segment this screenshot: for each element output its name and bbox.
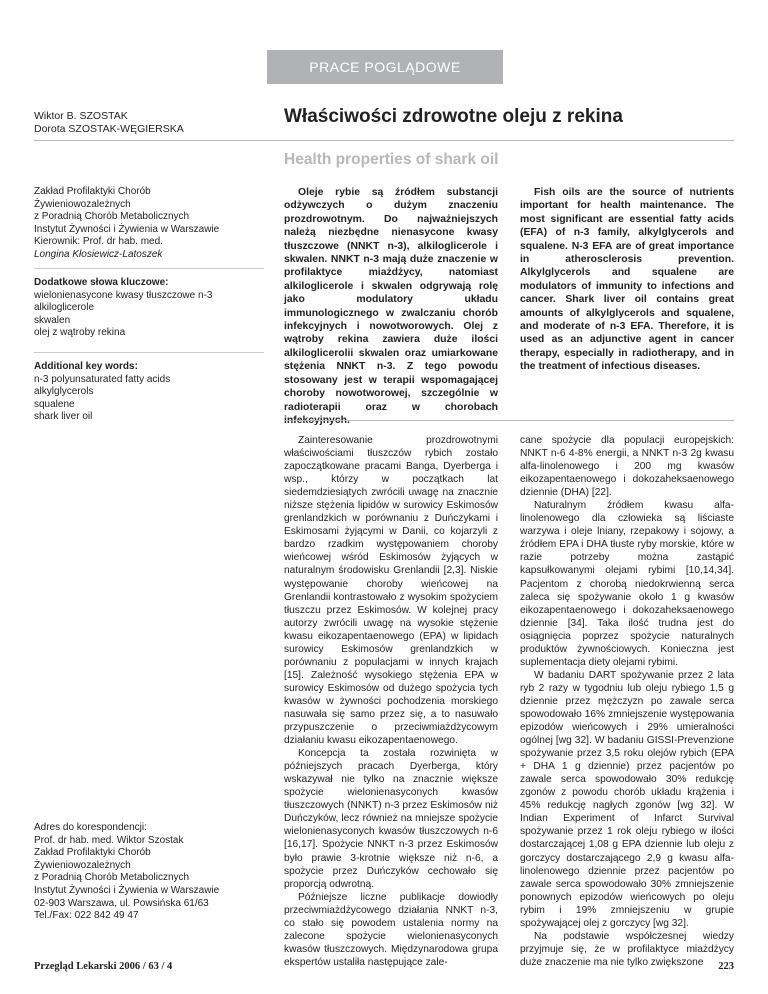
keywords-pl-block	[34, 277, 266, 340]
abstract-polish	[284, 186, 498, 427]
correspondence-line: z Poradnią Chorób Metabolicznych	[34, 872, 190, 884]
correspondence-line: Prof. dr hab. med. Wiktor Szostak	[34, 834, 184, 846]
keywords-pl-label: Dodatkowe słowa kluczowe:	[34, 277, 169, 288]
affiliation-line: Żywieniowozależnych	[34, 198, 131, 210]
paragraph: Na podstawie współczesnej wiedzy przyjmuje się, że w profilaktyce miażdżycy duże znaczenie ma nie tylko zwiększone	[520, 930, 734, 968]
body-column-left	[284, 434, 498, 969]
paragraph: Koncepcja ta została rozwinięta w późniejszych pracach Dyerberga, który wskazywał nie tylko na znacznie większe spożycie wielonienasyconych kwasów tłuszczowych (NNKT) n-3 przez Eskimosów niż Duńczyków, lecz również na mniejsze spożycie wielonienasyconych kwasów tłuszczowych n-6 [16,17]. Spożycie NNKT n-3 przez Eskimosów było prawie 3-krotnie większe niż n-6, a spożycie przez Duńczyków cechowało się proporcją odwrotną.	[284, 748, 498, 890]
keyword: n-3 polyunsaturated fatty acids	[34, 373, 171, 385]
journal-footer: Przegląd Lekarski 2006 / 63 / 4	[34, 961, 173, 972]
keyword: alkylglycerols	[34, 386, 94, 398]
article-title-english: Health properties of shark oil	[284, 151, 499, 168]
correspondence-line: Tel./Fax: 022 842 49 47	[34, 910, 139, 922]
article-title: Właściwości zdrowotne oleju z rekina	[284, 106, 623, 127]
affiliation-head: Longina Kłosiewicz-Latoszek	[34, 248, 163, 260]
keyword: alkiloglicerole	[34, 302, 95, 314]
affiliation-block	[34, 186, 266, 262]
correspondence-line: 02-903 Warszawa, ul. Powsińska 61/63	[34, 897, 209, 909]
keyword: wielonienasycone kwasy tłuszczowe n-3	[34, 289, 213, 301]
correspondence-block	[34, 822, 266, 923]
author: Dorota SZOSTAK-WĘGIERSKA	[34, 123, 184, 135]
affiliation-line: Kierownik: Prof. dr hab. med.	[34, 236, 163, 248]
affiliation-line: Zakład Profilaktyki Chorób	[34, 186, 151, 197]
section-banner: PRACE POGLĄDOWE	[267, 50, 503, 84]
author-list	[34, 110, 184, 136]
divider	[34, 140, 734, 141]
keyword: skwalen	[34, 314, 71, 326]
paragraph: Naturalnym źródłem kwasu alfa-linolenowego dla człowieka są liściaste warzywa i oleje lniany, rzepakowy i sojowy, a źródłem EPA i DHA tłuste ryby morskie, które w razie potrzeby można zastąpić kapsułkowanymi olejami rybimi [10,14,34]. Pacjentom z chorobą niedokrwienną serca zaleca się spożywanie około 1 g kwasów eikozapentaenowego i dokozaheksaenowego dziennie [34]. Taka ilość trudna jest do osiągnięcia poprzez spożycie naturalnych produktów żywnościowych. Konieczna jest suplementacja diety olejami rybimi.	[520, 500, 734, 668]
paragraph: Zainteresowanie prozdrowotnymi właściwościami tłuszczów rybich zostało zapoczątkowane pracami Banga, Dyerberga i wsp., którzy w początkach lat siedemdziesiątych zwrócili uwagę na znacznie niższe stężenia lipidów w surowicy Eskimosów grenlandzkich w porównaniu z Duńczykami i Eskimosami żyjącymi w Danii, co kojarzyli z bardzo rzadkim występowaniem choroby wieńcowej wśród Eskimosów żyjących w naturalnym środowisku Grenlandii [2,3]. Niskie występowanie choroby wieńcowej na Grenlandii kontrastowało z wysokim spożyciem tłuszczu przez Eskimosów. W kolejnej pracy autorzy zwrócili uwagę na wysokie stężenie kwasu eikozapentaenowego (EPA) w lipidach surowicy Eskimosów grenlandzkich w porównaniu z populacjami w innych krajach [15]. Zależność wysokiego stężenia EPA w surowicy Eskimosów od dużego spożycia tych kwasów w żywności pochodzenia morskiego nasuwała się samo przez się, a to nasuwało przypuszczenie o przeciwmiażdżycowym działaniu kwasu eikozapentaenowego.	[284, 435, 498, 747]
abstract-text: Fish oils are the source of nutrients important for health maintenance. The most significant are essential fatty acids (EFA) of n-3 family, alkylglycerols and squalene. N-3 EFA are of great importance in atherosclerosis prevention. Alkylglycerols and squalene are modulators of immunity to infections and cancer. Shark liver oil contains great amounts of alkylglycerols and squalene, and moderate of n-3 EFA. Therefore, it is used as an adjunctive agent in cancer therapy, especially in radiotherapy, and in the treatment of infectious diseases.	[520, 187, 734, 373]
keywords-en-block	[34, 361, 266, 424]
correspondence-line: Zakład Profilaktyki Chorób	[34, 847, 151, 859]
divider	[34, 268, 264, 269]
divider	[284, 420, 734, 421]
keyword: olej z wątroby rekina	[34, 327, 126, 339]
body-column-right	[520, 434, 734, 969]
affiliation-line: z Poradnią Chorób Metabolicznych	[34, 211, 190, 223]
correspondence-line: Żywieniowozależnych	[34, 859, 131, 871]
keyword: squalene	[34, 398, 75, 410]
abstract-english	[520, 186, 734, 374]
affiliation-line: Instytut Żywności i Żywienia w Warszawie	[34, 223, 220, 235]
paragraph: W badaniu DART spożywanie przez 2 lata ryb 2 razy w tygodniu lub oleju rybiego 1,5 g dziennie przez mężczyzn po zawale serca spowodowało 16% zmniejszenie występowania epizodów wieńcowych i 29% umieralności ogólnej [wg 32]. W badaniu GISSI-Prevenzione spożywanie przez 3,5 roku olejów rybich (EPA + DHA 1 g dziennie) przez pacjentów po zawale serca spowodowało 30% redukcję zgonów z powodu chorób układu krążenia i 45% redukcję nagłych zgonów [wg 32]. W Indian Experiment of Infarct Survival spożywanie przez 1 rok oleju rybiego w ilości dostarczającej 1,08 g EPA dziennie lub oleju z gorczycy dostarczającego 2,9 g kwasu alfa-linolenowego dziennie przez pacjentów po zawale serca spowodowało 30% zmniejszenie ponownych epizodów wieńcowych po oleju rybim i 19% zmniejszeniu w grupie spożywającej olej z gorczycy [wg 32].	[520, 669, 734, 929]
paragraph: Późniejsze liczne publikacje dowiodły przeciwmiażdżycowego działania NNKT n-3, co stało się powodem ustalenia normy na zalecone spożycie wielonienasyconych kwasów tłuszczowych. Międzynarodowa grupa ekspertów ustaliła następujące zale-	[284, 891, 498, 968]
keywords-en-label: Additional key words:	[34, 361, 138, 372]
author: Wiktor B. SZOSTAK	[34, 110, 128, 122]
abstract-text: Oleje rybie są źródłem substancji odżywczych o dużym znaczeniu prozdrowotnym. Do najważniejszych należą niezbędne nienasycone kwasy tłuszczowe (NNKT n-3), alkiloglicerole i skwalen. NNKT n-3 mają duże znaczenie w profilaktyce miażdżycy, natomiast alkiloglicerole i skwalen odgrywają rolę jako modulatory układu immunologicznego w zwalczaniu chorób infekcyjnych i nowotworowych. Olej z wątroby rekina zawiera duże ilości alkiloglicerolii skwalen oraz umiarkowane stężenia NNKT n-3. Z tego powodu stosowany jest w terapii wspomagającej choroby nowotworowej, szczególnie w radioterapii oraz w chorobach infekcyjnych.	[284, 187, 498, 426]
correspondence-line: Adres do korespondencji:	[34, 822, 147, 833]
page-number: 223	[718, 961, 734, 972]
divider	[34, 352, 264, 353]
keyword: shark liver oil	[34, 411, 93, 423]
paragraph: cane spożycie dla populacji europejskich: NNKT n-6 4-8% energii, a NNKT n-3 2g kwasu alfa-linolenowego i 200 mg kwasów eikozapentaenowego i dokozaheksaenowego dziennie (DHA) [22].	[520, 435, 734, 499]
correspondence-line: Instytut Żywności i Żywienia w Warszawie	[34, 884, 220, 896]
